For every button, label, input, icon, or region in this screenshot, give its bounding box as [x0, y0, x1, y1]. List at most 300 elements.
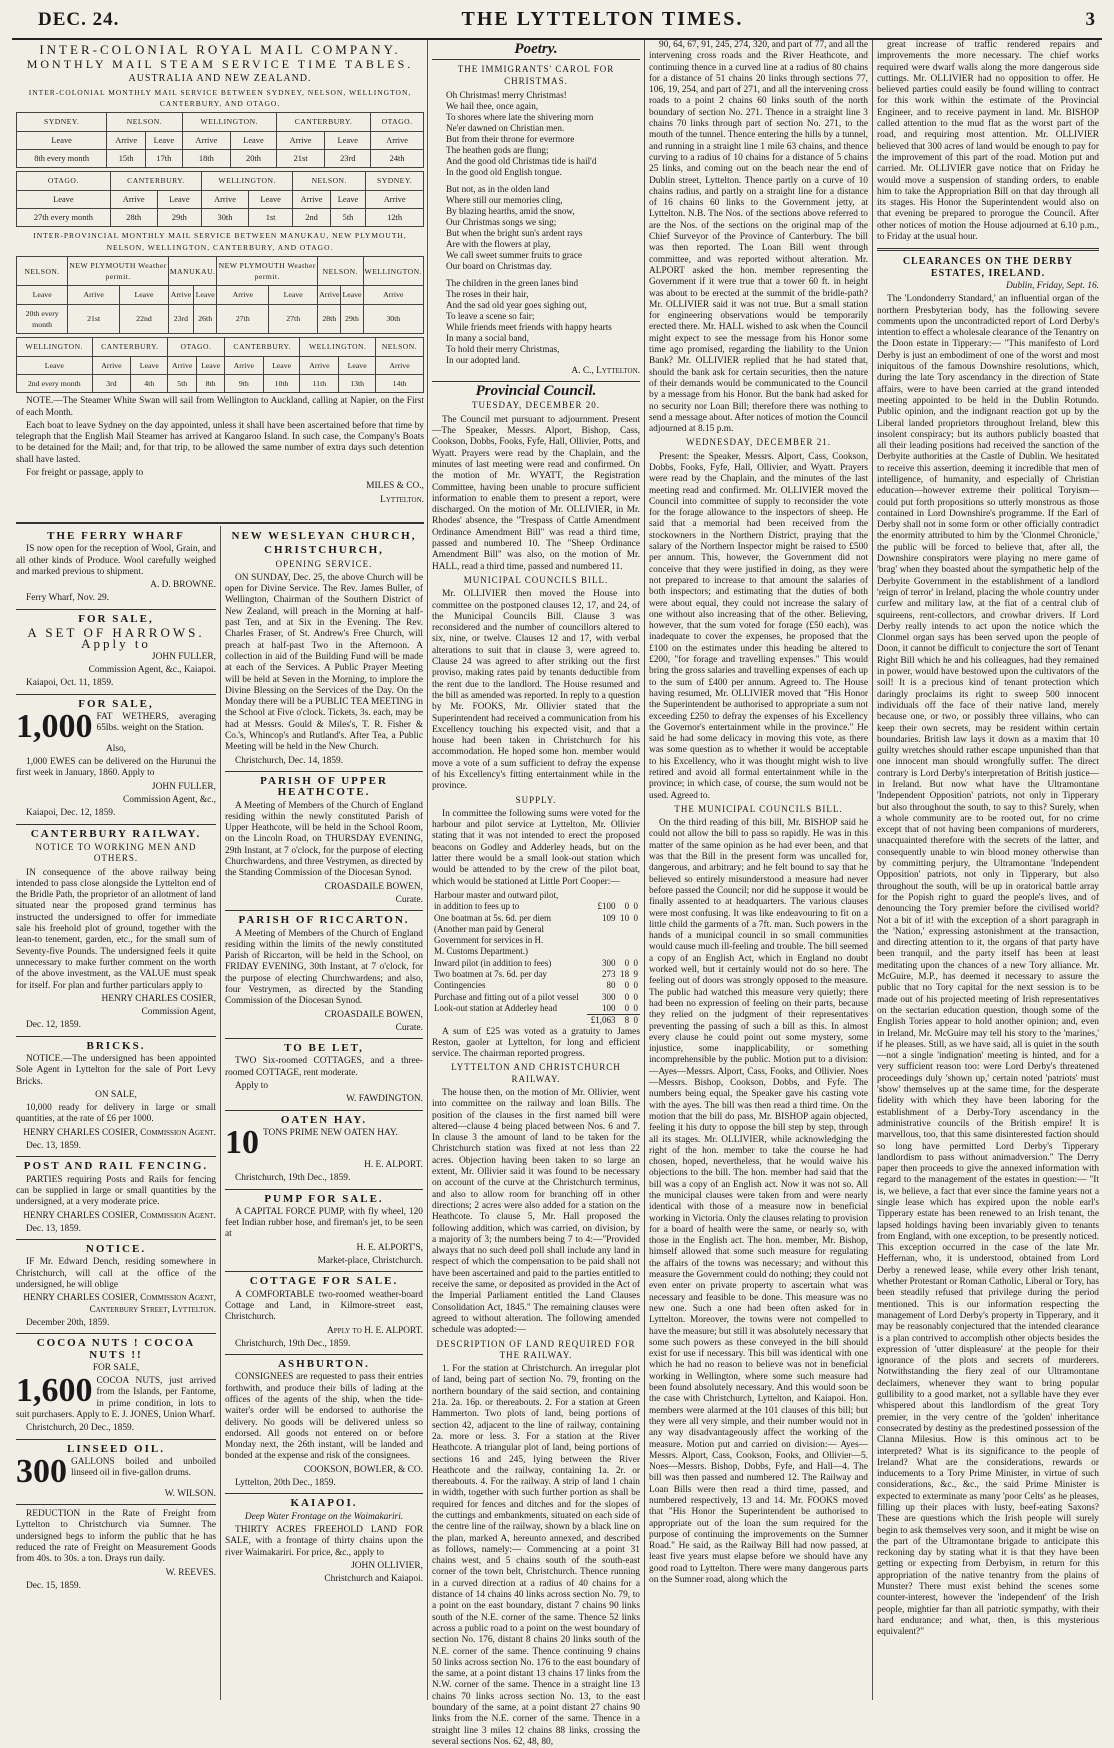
tt3-date: 22nd	[120, 304, 169, 334]
ad-date: Lyttelton, 20th Dec., 1859.	[235, 1478, 336, 1489]
ad-body: A CAPITAL FORCE PUMP, with fly wheel, 120 feet Indian rubber hose, and fireman's jet, to be seen at	[225, 1206, 423, 1240]
ad-body: COCOA NUTS, just arrived from the Islands, per Fantome, in prime condition, in lots to suit purchasers. Apply to E. J. JONES, Union Wharf.	[16, 1376, 216, 1420]
tt4-date: 3rd	[92, 374, 131, 392]
council-subheading: DESCRIPTION OF LAND REQUIRED FOR THE RAILWAY.	[436, 1338, 636, 1360]
poem	[432, 90, 640, 366]
council-subheading: MUNICIPAL COUNCILS BILL.	[463, 574, 609, 585]
timetable-2	[16, 171, 424, 227]
council-text: In committee the following sums were voted for the harbour and pilot service at Lyttelton, Mr. Ollivier stating that it was not intended to erect the proposed beacons on Godley and Adderley heads, but on the latter there would be a small look-out station which would be attended to by the crew of the pilot boat, which would be stationed at Little Port Cooper:—	[432, 808, 640, 887]
ad-signature: Apply to H. E. ALPORT.	[327, 1325, 423, 1336]
tt3-label: Arrive	[363, 286, 423, 304]
column-5	[877, 40, 1099, 1700]
supply-s: 0	[624, 980, 630, 991]
column-rule	[220, 526, 221, 1700]
column-rule	[427, 40, 428, 1700]
tt3-label: Arrive	[68, 286, 120, 304]
tt2-head: WELLINGTON.	[202, 172, 293, 190]
ad-signature: CROASDAILE BOWEN,	[324, 1009, 423, 1020]
poem-line: In many a social band,	[446, 332, 529, 343]
poem-line: To hold their merry Christmas,	[446, 343, 560, 354]
ad-heading: COCOA NUTS ! COCOA NUTS !!	[36, 1337, 196, 1361]
ad-number: 1,600	[16, 1372, 93, 1410]
ad-heading: THE FERRY WHARF	[47, 530, 185, 542]
ad-also: Also,	[105, 743, 127, 754]
ad-body: IS now open for the reception of Wool, Grain, and all other kinds of Produce. Wool carefully weighed and marked previous to shipment.	[16, 544, 216, 577]
ad-body: NOTICE.—The undersigned has been appointed Sole Agent in Lyttelton for the sale of Port Levy Bricks.	[16, 1053, 216, 1087]
tt1-date: 20th	[231, 150, 277, 168]
council-subheading: THE MUNICIPAL COUNCILS BILL.	[674, 803, 843, 814]
supply-s: 8	[618, 1015, 632, 1027]
tt4-date: 8th	[197, 374, 225, 392]
mail-company-heading: INTER-COLONIAL ROYAL MAIL COMPANY.	[39, 42, 401, 57]
ad-signature: W. FAWDINGTON.	[346, 1094, 423, 1105]
tt1-head: SYDNEY.	[17, 113, 107, 131]
tt3-label: Leave	[120, 286, 169, 304]
tt4-label: Arrive	[224, 356, 263, 374]
supply-d: 0	[633, 980, 638, 991]
separator	[225, 771, 423, 772]
ad-body: A SET OF HARROWS. Apply to	[27, 625, 205, 652]
ad-body: IN consequence of the above railway being intended to pass close alongside the Lyttelton end of the Bridle Path, the proprietor of an allotment of land situated near the proposed grand terminus has instructed the undersigned to offer for immediate sale his freehold plot of ground, together with the lean-to tenement, garden, etc., for the small sum of Seventy-five Pounds. The undersigned feels it quite unnecessary to make further comment on the worth of the above investment, as the VALUE must speak for itself. For plan and further particulars apply to	[16, 867, 216, 991]
tt3-label: Leave	[193, 286, 217, 304]
tt2-head: CANTERBURY.	[110, 172, 201, 190]
council-subheading: LYTTELTON AND CHRISTCHURCH RAILWAY.	[451, 1062, 621, 1084]
ad-signature: Commission Agent, &c.,	[123, 795, 216, 806]
ad-signature: CROASDAILE BOWEN,	[324, 881, 423, 892]
supply-row	[432, 924, 640, 935]
tt2-date: 28th	[110, 208, 157, 226]
supply-l: 109	[602, 912, 616, 923]
council-text: 90, 64, 67, 91, 245, 274, 320, and part of 77, and all the intervening cross roads and the River Heathcote, and continuing thence in a curved line at a radius of 80 chains for a distance of 51 chains 20 links through sections 77, 106, 19, 254, and part of 271, and all the intervening cross roads to a point 2 chains 60 links south of the north boundary of section No. 271. Thence in a straight line 3 chains 70 links through part of section No. 271, to the mouth of the tunnel. Thence entering the hills by a tunnel, and running in a straight line 1 mile 63 chains, and thence curving to a radius of 10 chains for a distance of 5 chains 25 links, and coming out on the beach near the end of Dublin street, Lyttelton. Thence partly on a curve of 10 chains radius, and partly on a straight line for a distance of 16 chains 60 links to the Government jetty, at Lyttelton. N.B. The Nos. of the sections above referred to are the Nos. of the sections on the original map of the Chief Surveyor of the Province of Canterbury. The bill was then reported. The Loan Bill went through committee, and was reported without alteration. Mr. ALPORT asked the hon. member representing the Government if it were true that a tower 60 ft. in height was about to be erected at the summit of the bridle-path? Mr. OLLIVIER said it was not true. But a small station for engineering observations would be temporarily erected there. Mr. HALL wished to ask when the Council might expect to see the message from his Honor some time ago promised, regarding the liability to the Union Bank? Mr. OLLIVIER replied that he had stated that, should the bank ask for certain securities, then the nature of their demands would be communicated to the Council by a message from his Honor. But the bank had asked for no security nor Loan Bill; therefore there was nothing to send a message about. After notices of motion the Council adjourned at 8.15 p.m.	[649, 40, 868, 435]
supply-item: Inward pilot (in addition to fees)	[434, 957, 552, 968]
mail-note: Each boat to leave Sydney on the day appointed, unless it shall have been ascertained before that time by telegraph that the English Mail Steamer has arrived at Kangaroo Island. In such case, the Company's Boats to be detained for the Mail; and, for that trip, to be allowed the same number of extra days such detention shall have lasted.	[16, 420, 424, 465]
supply-d	[631, 924, 640, 935]
supply-l	[587, 924, 617, 935]
supply-row	[432, 958, 640, 969]
ad-signature: H. E. ALPORT.	[364, 1159, 423, 1170]
tt1-date: 15th	[107, 150, 146, 168]
ad-body: TONS PRIME NEW OATEN HAY.	[263, 1127, 398, 1138]
ad-date: Kaiapoi, Oct. 11, 1859.	[26, 678, 114, 689]
separator	[877, 248, 1099, 251]
council-date: WEDNESDAY, DECEMBER 21.	[685, 437, 831, 448]
supply-item: Government for services in H.	[434, 935, 544, 946]
tt2-label: Leave	[248, 190, 292, 208]
ad-date: Dec. 13, 1859.	[26, 1141, 81, 1152]
supply-l: £100	[597, 901, 616, 912]
ad-signature: HENRY CHARLES COSIER,	[101, 993, 216, 1004]
supply-l	[587, 890, 617, 901]
separator	[16, 1239, 216, 1240]
tt1-label: Leave	[146, 131, 183, 149]
ads-column-2	[225, 528, 423, 1700]
poem-line: Oh Christmas! merry Christmas!	[446, 89, 567, 100]
tt2-date: 29th	[157, 208, 201, 226]
supply-s: 0	[624, 901, 630, 912]
supply-l: 100	[602, 1002, 616, 1013]
tt4-head: WELLINGTON.	[17, 338, 93, 356]
tt3-head: WELLINGTON.	[363, 256, 423, 286]
ad-date: Kaiapoi, Dec. 12, 1859.	[26, 808, 116, 819]
council-text: great increase of traffic rendered repairs and improvements the more necessary. The chief works required were dwarf walls along the more dangerous side cuttings. Mr. OLLIVIER had no opposition to offer. He believed parties could easily be found willing to contract for this work within the estimate of the Provincial Engineer, and to receive payment in land. Mr. BISHOP called attention to the mud flat as the worst part of the road, and requiring most attention. Mr. OLLIVIER believed that 300 acres of land would be enough to pay for the improvement of this part of the road. Motion put and carried. Mr. OLLIVIER gave notice that on Friday he would move a suspension of standing orders, to enable him to take the Appropriation Bill on that day through all its stages. His Honor the Superintendent would also on that evening be prepared to prorogue the Council. After other notices of motion the House adjourned at 6.10 p.m., to Friday at the usual hour.	[877, 40, 1099, 243]
tt3-date: 30th	[363, 304, 423, 334]
tt4-date: 2nd every month	[17, 374, 93, 392]
poem-line: By blazing hearths, amid the snow,	[446, 205, 575, 216]
tt4-date: 13th	[339, 374, 376, 392]
tt1-head: OTAGO.	[371, 113, 424, 131]
supply-item: One boatman at 5s. 6d. per diem	[434, 912, 551, 923]
supply-item: Purchase and fitting out of a pilot vessel	[434, 991, 579, 1002]
ad-subheading: NOTICE TO WORKING MEN AND OTHERS.	[35, 841, 197, 864]
ad-body: GALLONS boiled and unboiled linseed oil in five-gallon drums.	[71, 1456, 216, 1479]
separator	[432, 59, 640, 60]
ad-date: Dec. 13, 1859.	[26, 1223, 81, 1234]
council-text: The house then, on the motion of Mr. Ollivier, went into committee on the railway and loan Bills. The position of the clauses in the first named bill were altered—clause 4 being placed between Nos. 6 and 7. In clause 3 the amount of land to be taken for the Christchurch station was fixed at not less than 22 acres. Objection having been taken to so large an extent, Mr. Ollivier said it was found to be necessary on account of the curve at the Christchurch terminus, and also to allow room for branching off in other directions; 2 acres were also added for a station on the Heathcote. To clause 5, Mr. Hall proposed the following addition, which was carried, on division, by a majority of 3; the numbers being 7 to 4:—"Provided always that no such deed poll shall include any land in respect of which the compensation to be paid shall not have been ascertained and paid to the parties entitled to receive the same, or deposited as provided in the Act of the Imperial Parliament entitled the Land Clauses Consolidation Act, 1845." The remaining clauses were agreed to without alteration. The following amended schedule was adopted:—	[432, 1088, 641, 1336]
ad-heading: FOR SALE,	[78, 612, 154, 625]
tt4-date: 5th	[168, 374, 197, 392]
poem-signature: A. C., Lyttelton.	[571, 365, 640, 376]
supply-d: 0	[633, 957, 638, 968]
poem-line: We call sweet summer fruits to grace	[446, 249, 582, 260]
poem-line: While friends meet friends with happy hearts	[446, 321, 612, 332]
column-3	[432, 40, 641, 1747]
issue-date: DEC. 24.	[38, 9, 120, 30]
poetry-heading: Poetry.	[514, 41, 558, 57]
tt4-date: 9th	[224, 374, 263, 392]
poem-line: And the good old Christmas tide is hail'd	[446, 155, 597, 166]
ad-heading: NEW WESLEYAN CHURCH,	[231, 530, 417, 542]
tt4-head: CANTERBURY.	[224, 338, 300, 356]
poem-line: But not, as in the olden land	[446, 183, 550, 194]
ad-date: Christchurch, 19th Dec., 1859.	[235, 1173, 351, 1184]
supply-row	[432, 969, 640, 980]
supply-item	[432, 1015, 587, 1027]
separator	[16, 609, 216, 610]
council-text: Mr. OLLIVIER then moved the House into committee on the postponed clauses 12, 17, and 24, of the Municipal Councils Bill. Clause 3 was reconsidered and the number of councillors altered to six, nine, or twelve. Clauses 12 and 17, with verbal alterations to suit that in clause 3, were agreed to. Clause 24 was agreed to after striking out the first proviso, making rates paid by tenants deductible from the rent due to the landlord. The House resumed and the bill as amended was reported. In reply to a question by Mr. FOOKS, Mr. Ollivier stated that the Superintendent had received a communication from his Excellency touching his expected visit, and that a house had been taken in Christchurch for his accommodation. He hoped some hon. member would move a vote of a sum sufficient to defray the expense of his Excellency's fitting entertainment while in the province.	[432, 589, 640, 792]
columns	[12, 40, 1102, 1747]
tt4-head: WELLINGTON.	[300, 338, 376, 356]
separator	[225, 1038, 423, 1039]
supply-item: in addition to fees up to	[434, 901, 520, 912]
ad-heading: NOTICE.	[85, 1243, 147, 1256]
poem-line: We hail thee, once again,	[446, 100, 539, 111]
council-text: 1. For the station at Christchurch. An irregular plot of land, being part of section No. 79, fronting on the northern boundary of the said section, and containing 21a. 2a. 16p. or thereabouts. 2. For a station at Green Hammerton. Two plots of land, being portions of section 42, adjacent to the line of railway, containing 2a. more or less. 3. For a station at the River Heathcote. A triangular plot of land, being portions of sections 16 and 245, lying between the River Heathcote and the railway, containing 1a. 2r. or thereabouts. 4. For the railway. A strip of land 1 chain in width, together with such further portion as shall be required for fences and ditches and for the slopes of the cuttings and embankments, situated on each side of the centre line of the railway, shown by a black line on the plan, marked A, hereunto annexed, and described as follows, namely:— Commencing at a point 31 chains west, and 5 chains south of the south-east corner of the town belt, Christchurch. Thence running in a curved direction at a radius of 40 chains for a distance of 14 chains 40 links across section No. 79, to a point on the east boundary, distant 7 chains 90 links south of the N.E. corner of the same. Thence 52 links across a public road to a point on the west boundary of section No. 176, distant 8 chains 20 links south of the N.E. corner of the same. Thence continuing 9 chains 50 links across section No. 176 to the east boundary of the same, at a point distant 13 chains 17 links from the N.W. corner of the same. Thence in a straight line 13 chains 70 links across section No. 13, to the east boundary of the same, at a point distant 27 chains 90 links from the N.E. corner of the same. Thence in a straight line 3 miles 12 chains 88 links, crossing the several sections Nos. 62, 48, 80,	[432, 1364, 640, 1747]
tt2-date: 2nd	[293, 208, 331, 226]
mail-subtitle: AUSTRALIA AND NEW ZEALAND.	[128, 72, 312, 84]
ad-heading: BRICKS.	[86, 1039, 146, 1052]
tt4-label: Arrive	[168, 356, 197, 374]
separator	[16, 694, 216, 695]
supply-row	[432, 1003, 640, 1015]
ad-date: Ferry Wharf, Nov. 29.	[26, 593, 110, 604]
tt3-date: 29th	[341, 304, 363, 334]
supply-s: 0	[624, 957, 630, 968]
mail-note: For freight or passage, apply to	[26, 468, 144, 479]
tt1-label: Leave	[231, 131, 277, 149]
ad-signature: HENRY CHARLES COSIER, Commission Agent.	[23, 1210, 216, 1221]
ad-date: December 20th, 1859.	[26, 1317, 110, 1328]
separator	[225, 1110, 423, 1111]
newspaper-page	[12, 4, 1102, 1747]
ad-number: 1,000	[16, 707, 93, 745]
ad-heading: KAIAPOI.	[290, 1497, 358, 1510]
tt1-date: 17th	[146, 150, 183, 168]
page-number: 3	[1085, 9, 1096, 30]
supply-item: M. Customs Department.)	[434, 946, 528, 957]
poem-line: Ne'er dawned on Christian men.	[446, 122, 565, 133]
tt3-date: 20th every month	[17, 304, 68, 334]
separator	[432, 381, 640, 382]
ad-body: ON SALE,	[95, 1089, 137, 1100]
tt3-head: NEW PLYMOUTH Weather permit.	[68, 256, 169, 286]
council-date: TUESDAY, DECEMBER 20.	[471, 400, 600, 411]
ad-signature: JOHN FULLER,	[151, 651, 216, 662]
masthead	[12, 4, 1102, 40]
tt4-date: 11th	[300, 374, 339, 392]
supply-s	[618, 946, 632, 957]
tt1-date: 23rd	[325, 150, 371, 168]
hay-ad	[225, 1123, 423, 1161]
ad-heading: POST AND RAIL FENCING.	[23, 1160, 209, 1173]
ads-column-1	[16, 528, 216, 1700]
ad-body: CONSIGNEES are requested to pass their entries forthwith, and produce their bills of lading at the offices of the agents of the ship, when the tide-waiter's order will be endorsed to authorise the delivery. No goods will be delivered unless so endorsed. All goods not entered on or before Monday next, the 26th instant, will be landed and bonded at the expense and risk of the consignees.	[225, 1372, 423, 1462]
ad-body: FAT WETHERS, averaging 65lbs. weight on the Station.	[96, 711, 216, 734]
supply-s	[618, 924, 632, 935]
supply-l: £1,063	[587, 1015, 617, 1027]
supply-d: 0	[633, 1002, 638, 1013]
column-rule	[872, 40, 873, 1700]
supply-l: 300	[602, 957, 616, 968]
poem-line: Are with the flowers at play,	[446, 238, 551, 249]
column-4	[649, 40, 868, 1700]
tt4-label: Leave	[17, 356, 93, 374]
tt4-label: Arrive	[375, 356, 423, 374]
council-subheading: SUPPLY.	[515, 794, 557, 805]
supply-s: 18	[620, 969, 630, 980]
tt2-label: Arrive	[110, 190, 157, 208]
tt2-date: 5th	[330, 208, 365, 226]
poem-line: But when the bright sun's ardent rays	[446, 227, 583, 238]
tt1-date: 18th	[182, 150, 230, 168]
ad-heading: ASHBURTON.	[278, 1358, 370, 1371]
ad-body: 1,000 EWES can be delivered on the Hurunui the first week in January, 1860. Apply to	[16, 757, 216, 779]
council-text: Present: the Speaker, Messrs. Alport, Cass, Cookson, Dobbs, Fooks, Fyfe, Hall, Ollivier, and Wyatt. Prayers were read by the Chaplain, and the minutes of the last meeting read and confirmed. Mr. OLLIVIER moved the Council into committee of supply to reconsider the vote for the forage allowance to the inspectors of sheep. He said that a memorial had been received from the stockowners in the Northern District, praying that the salary of the Northern Inspector might be raised to £500 per annum. This, however, the Government did not conceive that they were justified in doing, as they were not prepared to increase to that amount the salaries of both inspectors; and estimating that the duties of both were about equal, they could not increase the salary of one without also increasing that of the other. Believing, however, that the sum voted for forage (£50 each), was inadequate to cover the expenses, he proposed that the £100 on the estimates under this heading be altered to £200, "for forage and travelling expenses." This would bring the gross salaries and travelling expenses of each up to the sum of £400 per annum. Agreed to. The House having resumed, Mr. OLLIVIER moved that "His Honor the Superintendent be authorised to appropriate a sum not exceeding £250 to defray the expenses of his Excellency the Governor's entertainment while in the province." He said he had some delicacy in moving this vote, as there was some question as to whether it would be acceptable to his Excellency, who it was thought might wish to live retired and avoid all formal entertainment while in the province; in which case, of course, the sum would not be used. Agreed to.	[649, 451, 868, 801]
ad-heading: TO BE LET,	[284, 1042, 364, 1055]
council-text: A sum of £25 was voted as a gratuity to James Reston, gaoler at Lyttelton, for long and efficient service. The chairman reported progress.	[432, 1026, 640, 1060]
supply-item: Two boatmen at 7s. 6d. per day	[434, 969, 547, 980]
tt2-date: 27th every month	[17, 208, 111, 226]
tt1-date: 24th	[371, 150, 424, 168]
ad-signature: Curate.	[395, 1022, 423, 1033]
ad-signature: A. D. BROWNE.	[150, 580, 216, 591]
ad-signature: Market-place, Christchurch.	[317, 1256, 423, 1267]
separator	[16, 1333, 216, 1334]
ad-heading: FOR SALE,	[78, 697, 154, 710]
tt1-date: 8th every month	[17, 150, 107, 168]
tt1-date: 21st	[276, 150, 325, 168]
mail-signature: MILES & CO.,	[366, 481, 424, 492]
tt1-head: NELSON.	[107, 113, 182, 131]
tt4-date: 10th	[263, 374, 300, 392]
supply-row	[432, 992, 640, 1003]
ad-body: A Meeting of Members of the Church of England residing within the newly constituted Parish of Upper Heathcote, will be held in the School Room, on the Lincoln Road, on THURSDAY EVENING, 29th Instant, at 7 o'clock, for the purpose of electing Churchwardens, and three Vestrymen, as directed by the Standing Commission of the Diocesan Synod.	[225, 800, 423, 879]
tt1-head: WELLINGTON.	[182, 113, 276, 131]
supply-item: Harbour master and outward pilot,	[434, 889, 559, 900]
council-heading: Provincial Council.	[475, 383, 597, 400]
supply-l: 273	[602, 969, 616, 980]
supply-item: (Another man paid by General	[434, 923, 544, 934]
supply-d	[631, 890, 640, 901]
tt1-label: Arrive	[371, 131, 424, 149]
poem-line: To shores where late the shivering morn	[446, 111, 594, 122]
tt3-label: Arrive	[217, 286, 269, 304]
timetable-4	[16, 337, 424, 393]
council-text: On the third reading of this bill, Mr. BISHOP said he could not allow the bill to pass so rapidly. He was in this matter of the same opinion as he had ever been, and that was that the Bill in the present form was uncalled for, dangerous, and arbitrary; and he felt bound to say that he believed so entirely misunderstood a measure had never before passed the Council; nor did he suppose it would be finally assented to at headquarters. The various clauses were most confusing. It was like endeavouring to fit on a little child the garments of a 7ft. man. Such powers in the hands of a municipal council in so small communities would cause much ill-feeling and trouble. The bill seemed a copy of an English Act, which in England no doubt worked well, but it certainly would not do so here. The feeling out of doors was strongly opposed to the measure. The public had watched this measure very quietly; there had been no expression of feeling on their parts, because they relied on the judgment of their representatives preventing the passing of such a bill as this. In almost every clause he could point out some mystery, some injustice, some inapplicability, or something incomprehensible by the public. Motion put to a division:—Ayes—Messrs. Alport, Cass, Fooks, and Ollivier. Noes—Messrs. Bishop, Cookson, Dobbs, and Fyfe. The numbers being equal, the Speaker gave his casting vote with the ayes. The bill was then read a third time. On the motion that the bill do pass, Mr. BISHOP again objected, feeling it his duty to oppose the bill step by step, through all its stages. Mr. OLLIVIER, while acknowledging the right of the hon. member to take the course he had chosen, hoped, nevertheless, that he would waive his objections to the bill. The hon. member had said that the bill was a copy of an English act. Now it was not so. All the municipal clauses were taken from and were nearly identical with those of a measure now in beneficial working in Victoria. Only the clauses relating to provision for a board of health were the same, or nearly so, with those in the English act. The hon. member, Mr. Bishop, himself allowed that some such measure for regulating the affairs of the towns was necessary; and without this measure the Government could do nothing; they could not even enter on private property to ascertain what was necessary and feasible to be done. This measure was no new one. Such a one had been often asked for in Lyttelton. Moreover, the towns were not compelled to have the measure; but still it was absolutely necessary that some such powers as these conveyed in the bill should exist for use if necessary. This bill was identical with one which he had no reason to believe was not in beneficial working in Wellington, where some such measure had been found absolutely necessary. And this would soon be the case with Christchurch, Lyttelton, and Kaiapoi. Hon. members were alarmed at the 101 clauses of this bill; but they were all very simple, and their number would not in any way disadvantageously affect the working of the measure. Motion put and carried on division:— Ayes—Messrs. Alport, Cass, Cookson, Fooks, and Ollivier—5. Noes—Messrs. Bishop, Dobbs, Fyfe, and Hall—4. The bill was then passed and numbered 12. The Railway and Loan Bills were then read a third time, passed, and numbered respectively, 13 and 14. Mr. FOOKS moved that "His Honor the Superintendent be authorised to appropriate out of the loan the sum required for the purpose of continuing the improvements on the Sumner Road." He said, as the Railway Bill had now passed, at least five years must elapse before we should have any good road to Lyttelton. There were many dangerous parts on the Sumner road, along which the	[649, 818, 868, 1586]
separator	[16, 1036, 216, 1037]
tt4-label: Leave	[263, 356, 300, 374]
cocoa-ad	[16, 1372, 216, 1421]
supply-d: 0	[633, 991, 638, 1002]
separator	[16, 824, 216, 825]
tt2-head: OTAGO.	[17, 172, 111, 190]
tt1-label: Arrive	[182, 131, 230, 149]
ad-date: Christchurch, 19th Dec., 1859.	[235, 1338, 351, 1349]
separator	[16, 1439, 216, 1440]
tt3-date: 23rd	[168, 304, 193, 334]
supply-item: Look-out station at Adderley head	[434, 1003, 557, 1014]
mail-note: NOTE.—The Steamer White Swan will sail from Wellington to Auckland, calling at Napier, on the First of each Month.	[16, 396, 424, 418]
ad-heading: LINSEED OIL.	[67, 1442, 165, 1455]
poem-line: Our Christmas songs we sing;	[446, 216, 557, 227]
poem-line: Our board on Christmas day.	[446, 260, 552, 271]
tt4-head: OTAGO.	[168, 338, 225, 356]
tt1-head: CANTERBURY.	[276, 113, 370, 131]
tt2-label: Leave	[17, 190, 111, 208]
derby-heading: CLEARANCES ON THE DERBY ESTATES, IRELAND.	[902, 256, 1074, 279]
tt3-label: Leave	[269, 286, 318, 304]
ad-heading: COTTAGE FOR SALE.	[249, 1275, 399, 1288]
separator	[225, 910, 423, 911]
poem-line: But from their throne for evermore	[446, 133, 575, 144]
supply-l: 300	[602, 991, 616, 1002]
supply-row	[432, 901, 640, 912]
tt4-label: Arrive	[92, 356, 131, 374]
section-rule	[16, 522, 424, 524]
ad-body: IF Mr. Edward Dench, residing somewhere in Christchurch, will call at the office of the undersigned, he will oblige	[16, 1257, 216, 1291]
tt3-head: NELSON.	[17, 256, 68, 286]
ad-signature: Commission Agent,	[141, 1007, 216, 1018]
tt4-label: Leave	[197, 356, 225, 374]
ad-date: Christchurch, Dec. 14, 1859.	[235, 755, 344, 766]
supply-row	[432, 913, 640, 924]
ad-body: ON SUNDAY, Dec. 25, the above Church will be open for Divine Service. The Rev. James Buller, of Wellington, Chairman of the Southern District of New Zealand, will preach in the Morning at half-past Ten, and at Six in the Evening. The Rev. Charles Fraser, of St. Andrew's Free Church, will preach at half-past Two in the Afternoon. A collection in aid of the Building Fund will be made at each of the Services. A Public Prayer Meeting will be held at Seven in the Morning, to implore the Divine Blessing on the Services of the Day. On the Monday there will be a PUBLIC TEA MEETING in the School at Five o'clock. Tickets, 3s. each, may be had at Messrs. Gould & Miles's, T. R. Fisher & Co.'s, Whincop's and Rutland's. After Tea, a Public Meeting will be held in the New Church.	[225, 572, 423, 753]
tt1-label: Leave	[17, 131, 107, 149]
council-text: The Council met pursuant to adjournment. Present—The Speaker, Messrs. Alport, Bishop, Cass, Cookson, Dobbs, Fooks, Fyfe, Hall, Ollivier, Potts, and Wyatt. Prayers were read by the Chaplain, and the minutes of last meeting were read and confirmed. On the motion of Mr. WYATT, the Registration Committee, having been unable to procure sufficient information to enable them to present a report, were discharged. On the motion of Mr. OLLIVIER, in Mr. Rhodes' absence, the "Trespass of Cattle Amendment Ordinance Amendment Bill" was read a third time, passed and numbered 10. The "Sheep Ordinance Amendment Bill" was also, on the motion of Mr. HALL, read a third time, passed and numbered 11.	[432, 414, 640, 572]
ad-subheading: Deep Water Frontage on the Waimakariri.	[244, 1511, 404, 1522]
tt3-label: Arrive	[318, 286, 341, 304]
mail-service-desc: INTER-COLONIAL MONTHLY MAIL SERVICE BETWEEN SYDNEY, NELSON, WELLINGTON, CANTERBURY, AND OTAGO.	[28, 87, 412, 109]
tt3-date: 21st	[68, 304, 120, 334]
supply-s: 0	[624, 991, 630, 1002]
supply-s: 10	[620, 912, 630, 923]
supply-total-row	[432, 1015, 640, 1027]
tt1-label: Leave	[325, 131, 371, 149]
ad-heading: PARISH OF RICCARTON.	[238, 914, 410, 927]
tt2-head: NELSON.	[293, 172, 366, 190]
tt4-label: Arrive	[300, 356, 339, 374]
poem-title: THE IMMIGRANTS' CAROL FOR CHRISTMAS.	[457, 64, 615, 86]
tt3-label: Arrive	[168, 286, 193, 304]
tt3-label: Leave	[341, 286, 363, 304]
tt3-head: NEW PLYMOUTH Weather permit.	[217, 256, 318, 286]
derby-text: The 'Londonderry Standard,' an influential organ of the northern Presbyterian body, has the following severe comments upon the uncontradicted report of Lord Derby's intention to effect a wholesale clearance of the Tenantry on the Doon estate in Tipperary:— "This manifesto of Lord Derby is just an embodiment of one of the worst and most iniquitous of the famous Downshire resolutions, which, during the late Tory ascendancy in the direction of State affairs, were to have been carried at the grand intended meeting appointed to be held in the Dublin Rotundo. Public opinion, and the indignant reaction got up by the Liberal landed proprietors throughout Ireland, blew this insolent conspiracy; but its authors publicly boasted that all their leading positions had received the sanction of the Derbyite authorities at the Castle of Dublin. We hesitated to receive this assertion, deeming it incredible that men of intelligence, of humanity, and especially of Christian education—however extreme their political Toryism—could put forth propositions so utterly monstrous as those contained in Lord Downshire's programme. If the Earl of Derby shall not in some form or other officially contradict the enormity attributed to him by the 'Clonmel Chronicle,' the public will be forced to believe that, after all, the Downshire conspirators were playing no mere game of 'brag' when they boasted about the sympathetic help of the Derbyite Government in the establishment of a landlord 'reign of terror' in Ireland, placing the whole country under curfew and military law, at the fiat of a central club of squireens, rent-collectors, and crowbar drivers. If Lord Derby really intends to act upon the notice which the Clonmel organ says has been served upon the people of Doon, it cannot be difficult to conjecture the sort of Tenant Right Bill which he and his colleagues, had they remained in power, would have bestowed upon the cultivators of the soil! It is a precious kind of tenant protection which daringly proclaims its right to sweep 500 innocent individuals off the face of their native land, merely because one, or two, or possibly three villains, who can keep their own secrets, may be resident within certain boundaries. British law lays it down as a maxim that 10 guilty wretches should rather escape unpunished than that one innocent man should wrongfully suffer. The direct contrary is Lord Derby's interpretation of British justice—in Ireland. But now what have the Ultramontane 'Independent Opposition' patriots, not only in Tipperary but also throughout the south, to say to this? Surely, when a whole community are to be rooted out, for no crime except that of not having been companions of murderers, unacquainted therefore with the secrets of the latter, and consequently unable to win blood money otherwise than by committing perjury, the Ultramontane 'Independent Opposition' patriots, not only in Tipperary, but also throughout the south, will be up in oratorical battle array for the Popish right to guard the people's lives, and of denouncing the Tory premier before the civilised world? Not a bit of it! with the exception of a short paragraph in the 'Nation,' expressing astonishment at the transaction, and directing attention to it, the organs of that party have been tranquil, and the party itself has been at least meditating upon the chances of a new Tory alliance. Mr. McGuire, M.P., has deemed it necessary to assure the public that no Tory capital for the next session is to be made out of his projected meeting of Irish representatives on the sectarian education question, though some of the English Tories appear to hold another opinion; and, even in Ireland, Mr. McGuire may tell his story to the 'marines,' if he pleases. Still, as we have said, all is quiet in the south—not a single 'indignation' meeting is hinted, and for a very sufficient reason too: were Lord Derby's threatened proceedings duly 'shown up,' certain noted 'patriots' must 'show' themselves up at the same time, for the desperate fidelity with which they have been laboring for the establishment of a Derby-Tory ascendancy in the administrative councils of the British empire! It is marvellous, too, that this same disinterested faction should so long have permitted Lord Derby's Tipperary landlordism to pass without animadversion." The Derry paper then proceeds to give the annexed information with regard to the management of the estates in question:— "It is, we believe, a fact that ever since the famine years not a single lease which has expired upon the noble earl's Tipperary estate has been renewed to an Irish tenant, the lapsed holdings having been invariably given to tenants from England, with one exception, to be presently noticed. This exception occurred in the case of the late Mr. Heffernan, who, it is understood, obtained from Lord Derby a renewed lease, while every other Irish tenant, whether Protestant or Roman Catholic, Liberal or Tory, has been steadily refused that privilege during the period mentioned. This is our information respecting the management of Lord Derby's property in Tipperary, and it may be reasonably conjectured that the intended clearance is a plan contrived to accomplish other objects besides the expression of 'utter displeasure' at the people for their ignorance of the plots and secrets of murderers. Notwithstanding the fiery zeal of our Ultramontane declaimers, whenever they want to bring popular gullibility to a good market, not a syllable have they ever whispered about this landlordism of the great Tory premier, in the very centre of the 'golden' inheritance consecrated by destiny as the predestined possession of the Clanna Milesius. How is this ominous act to be interpreted? What is its significance to the people of Ireland? What are the considerations, rewards or inducements to a Tory Prime Minister, in virtue of such considerations, &c., &c., the said Prime Minister is expected to exterminate as many 'poor Celts' as he pleases, filling up their places with lusty, beef-eating Saxons? These are questions which the Irish people will surely begin to ask themselves very soon, and it might be wise on the part of the Ultramontane brigade to anticipate this reckoning day by stating what it is that they have been getting or expecting from Derbyism, in return for this appropriation of the native tenantry from the plains of Munster? There must exist behind the scenes some counter-interest, however the 'independent' of the Irish people, mightier far than all patriotic sympathy, with their hard endurance; and what, then, is this mysterious equivalent?"	[877, 294, 1099, 1638]
tt2-head: SYDNEY.	[366, 172, 424, 190]
tt4-head: CANTERBURY.	[92, 338, 168, 356]
ad-heading: OATEN HAY.	[280, 1113, 368, 1126]
tt4-head: NELSON.	[375, 338, 423, 356]
column-rule	[644, 40, 645, 1700]
ad-body: TWO Six-roomed COTTAGES, and a three-roomed COTTAGE, rent moderate.	[225, 1056, 423, 1078]
ad-heading: PUMP FOR SALE.	[264, 1192, 384, 1205]
ad-body: A Meeting of Members of the Church of England residing within the limits of the newly constituted Parish of Riccarton, will be held in the School, on FRIDAY EVENING, 30th Instant, at 7 o'clock, for the purpose of electing Churchwardens; and also, four Vestrymen, as directed by the Standing Commission of the Diocesan Synod.	[225, 928, 423, 1007]
ad-body: 10,000 ready for delivery in large or small quantities, at the rate of £6 per 1000.	[16, 1103, 216, 1125]
mail-timetable-title: MONTHLY MAIL STEAM SERVICE TIME TABLES.	[26, 57, 414, 72]
ad-signature: W. WILSON.	[164, 1488, 216, 1499]
ad-signature: COOKSON, BOWLER, & CO.	[303, 1464, 423, 1475]
tt3-head: MANUKAU.	[168, 256, 217, 286]
poem-line: Where still our memories cling,	[446, 194, 563, 205]
tt4-date: 4th	[131, 374, 168, 392]
supply-d	[631, 935, 640, 946]
supply-row	[432, 890, 640, 901]
supply-item: Contingencies	[434, 980, 486, 991]
newspaper-title: THE LYTTELTON TIMES.	[461, 8, 744, 30]
poem-line: To leave a scene so fair;	[446, 310, 535, 321]
poem-line: The heathen gods are flung;	[446, 144, 549, 155]
ad-signature: JOHN FULLER,	[151, 781, 216, 792]
ad-body: A COMFORTABLE two-roomed weather-board Cottage and Land, in Kilmore-street east, Christchurch.	[225, 1289, 423, 1323]
ad-signature: HENRY CHARLES COSIER, Commission Agent, Canterbury Street, Lyttelton.	[23, 1293, 216, 1315]
ad-signature: H. E. ALPORT'S,	[356, 1242, 423, 1253]
poem-line: In our adopted land.	[446, 354, 520, 365]
tt1-label: Arrive	[276, 131, 325, 149]
tt2-label: Arrive	[202, 190, 249, 208]
supply-d: 9	[633, 969, 638, 980]
tt2-date: 1st	[248, 208, 292, 226]
tt2-date: 30th	[202, 208, 249, 226]
ad-body: THIRTY ACRES FREEHOLD LAND FOR SALE, with a frontage of thirty chains upon the river Waimakariri. For price, &c., apply to	[225, 1524, 423, 1558]
ad-heading: CANTERBURY RAILWAY.	[30, 827, 202, 840]
oil-ad	[16, 1452, 216, 1490]
tt2-label: Arrive	[293, 190, 331, 208]
ad-body: PARTIES requiring Posts and Rails for fencing can be supplied in large or small quantities by the undersigned, at a very moderate price.	[16, 1174, 216, 1208]
supply-s	[618, 890, 632, 901]
poem-line: And the sad old year goes sighing out,	[446, 299, 587, 310]
separator	[225, 1189, 423, 1190]
poem-line: In the good old English tongue.	[446, 166, 562, 177]
ad-signature: Commission Agent, &c., Kaiapoi.	[88, 664, 216, 675]
tt3-label: Leave	[17, 286, 68, 304]
tt2-label: Leave	[157, 190, 201, 208]
separator	[225, 1493, 423, 1494]
ad-signature: JOHN OLLIVIER,	[351, 1560, 423, 1571]
separator	[16, 1504, 216, 1505]
tt3-date: 28th	[318, 304, 341, 334]
supply-d: 0	[631, 1015, 640, 1027]
ad-heading: CHRISTCHURCH,	[264, 544, 384, 557]
ad-heading: PARISH OF UPPER HEATHCOTE.	[260, 774, 388, 799]
inter-provincial-desc: INTER-PROVINCIAL MONTHLY MAIL SERVICE BETWEEN MANUKAU, NEW PLYMOUTH, NELSON, WELLINGTON, CANTERBURY, AND OTAGO.	[33, 231, 407, 252]
